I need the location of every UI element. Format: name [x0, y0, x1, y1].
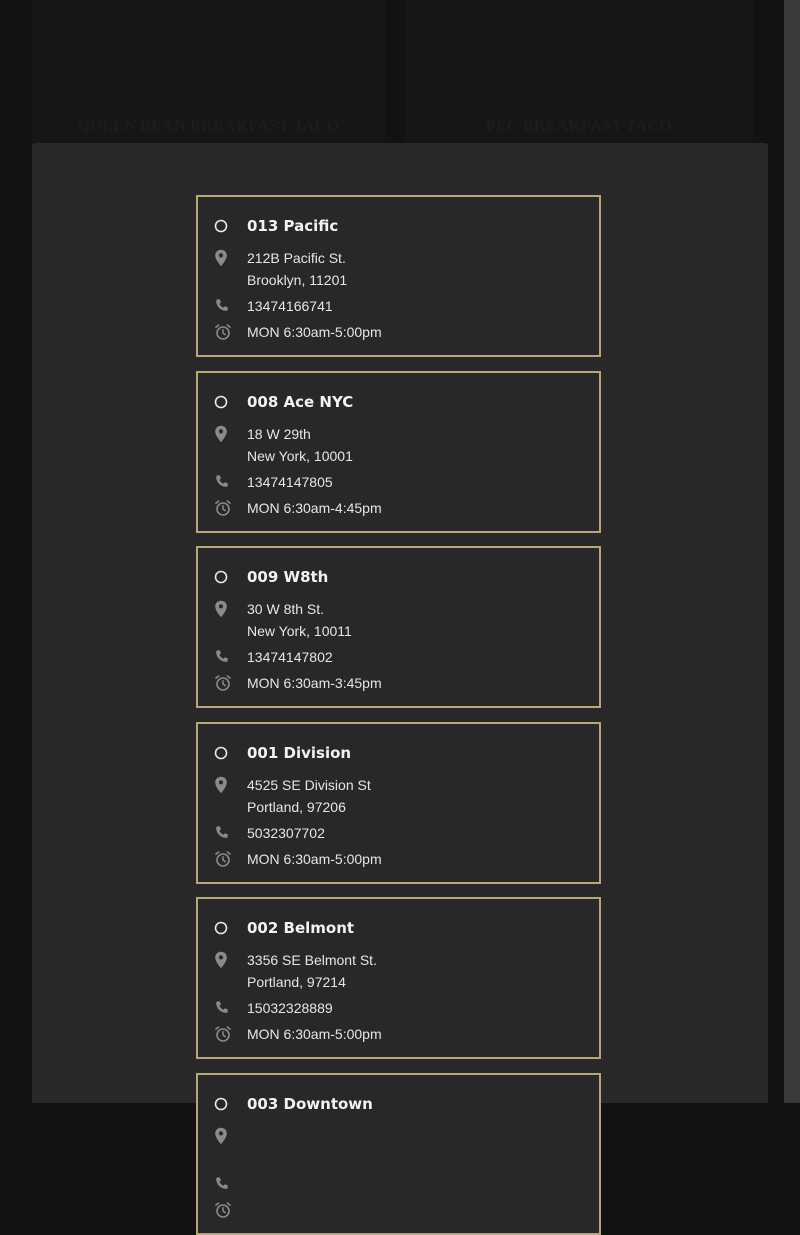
- address-street: 212B Pacific St.: [247, 250, 346, 266]
- address-city: Portland, 97214: [247, 974, 346, 990]
- address-street: 30 W 8th St.: [247, 601, 325, 617]
- location-phone: 13474147805: [247, 473, 333, 490]
- location-phone: 5032307702: [247, 824, 325, 841]
- address-city: Brooklyn, 11201: [247, 272, 348, 288]
- phone-icon: [214, 472, 238, 492]
- phone-icon: [214, 1174, 238, 1194]
- product-card-queen-bean[interactable]: [32, 0, 385, 143]
- radio-icon[interactable]: [214, 216, 238, 236]
- location-name: 008 Ace NYC: [247, 392, 354, 411]
- location-hours: MON 6:30am-5:00pm: [247, 850, 382, 867]
- location-address: [247, 423, 353, 467]
- location-address: [247, 247, 347, 291]
- location-option[interactable]: [196, 195, 601, 357]
- location-phone: 15032328889: [247, 1000, 333, 1016]
- alarm-clock-icon: [214, 322, 238, 342]
- map-pin-icon: [214, 598, 238, 620]
- phone-icon: [214, 823, 238, 843]
- location-name: 001 Division: [247, 743, 352, 762]
- page-scrollbar[interactable]: [784, 0, 800, 1103]
- alarm-clock-icon: [214, 849, 238, 869]
- location-name: 002 Belmont: [247, 919, 355, 937]
- alarm-clock-icon: [214, 1200, 238, 1220]
- location-address: [247, 949, 377, 993]
- location-option[interactable]: [196, 897, 601, 1059]
- overlay-backdrop: [0, 143, 32, 1103]
- phone-icon: [214, 647, 238, 667]
- location-address: [247, 598, 352, 642]
- address-city: New York, 10001: [247, 447, 353, 464]
- location-option[interactable]: [196, 722, 601, 884]
- map-pin-icon: [214, 1125, 238, 1147]
- location-address: [247, 774, 371, 818]
- address-street: 18 W 29th: [247, 425, 311, 442]
- address-street: 3356 SE Belmont St.: [247, 952, 377, 968]
- product-name: QUEEN BEAN BREAKFAST TACO: [77, 118, 340, 135]
- location-phone: 13474147802: [247, 649, 333, 665]
- address-street: 4525 SE Division St: [247, 776, 371, 793]
- alarm-clock-icon: [214, 1024, 238, 1044]
- phone-icon: [214, 296, 238, 316]
- map-pin-icon: [214, 423, 238, 445]
- radio-icon[interactable]: [214, 567, 238, 587]
- location-name: 003 Downtown: [247, 1094, 373, 1113]
- product-name: PEC BREAKFAST TACO: [485, 118, 673, 135]
- address-city: Portland, 97206: [247, 798, 346, 815]
- product-card-pec[interactable]: [405, 0, 753, 143]
- location-option[interactable]: [196, 371, 601, 533]
- phone-icon: [214, 998, 238, 1018]
- location-picker-modal: [32, 143, 768, 1113]
- map-pin-icon: [214, 774, 238, 796]
- location-hours: MON 6:30am-4:45pm: [247, 499, 382, 516]
- location-hours: MON 6:30am-3:45pm: [247, 675, 382, 691]
- location-name: 009 W8th: [247, 568, 329, 586]
- location-option[interactable]: [196, 546, 601, 708]
- alarm-clock-icon: [214, 673, 238, 693]
- location-hours: MON 6:30am-5:00pm: [247, 1026, 382, 1042]
- location-hours: MON 6:30am-5:00pm: [247, 324, 382, 340]
- radio-icon[interactable]: [214, 1094, 238, 1114]
- radio-icon[interactable]: [214, 918, 238, 938]
- address-city: New York, 10011: [247, 623, 352, 639]
- map-pin-icon: [214, 949, 238, 971]
- location-phone: 13474166741: [247, 298, 333, 314]
- map-pin-icon: [214, 247, 238, 269]
- radio-icon[interactable]: [214, 743, 238, 763]
- location-option[interactable]: [196, 1073, 601, 1235]
- location-name: 013 Pacific: [247, 217, 339, 235]
- alarm-clock-icon: [214, 498, 238, 518]
- radio-icon[interactable]: [214, 392, 238, 412]
